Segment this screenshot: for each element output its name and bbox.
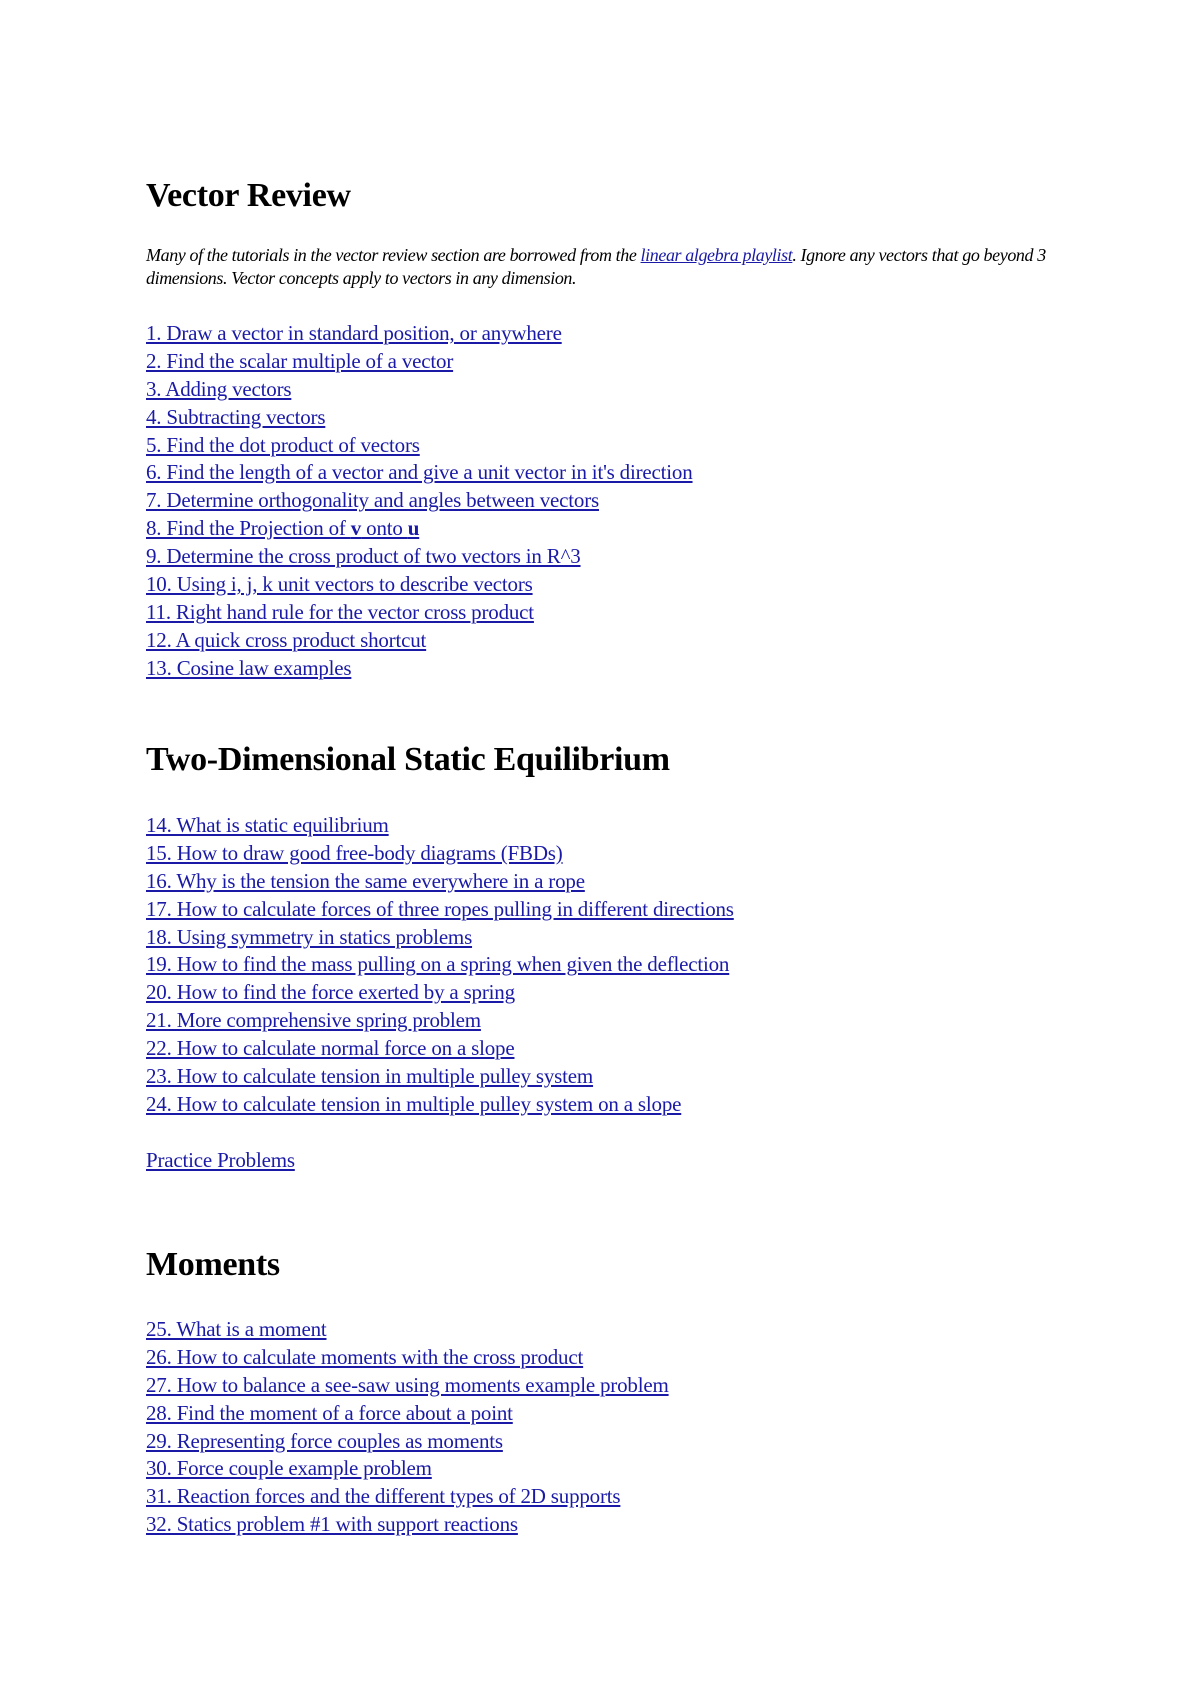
tutorial-link[interactable]: 7. Determine orthogonality and angles between vectors: [146, 488, 599, 513]
list-item: [146, 599, 693, 627]
list-item: [146, 376, 693, 404]
list-item: [146, 924, 734, 952]
list-item: [146, 1428, 669, 1456]
vector-review-tutorial-list: [146, 320, 693, 683]
vector-symbol: v: [350, 516, 362, 541]
tutorial-link[interactable]: 4. Subtracting vectors: [146, 404, 326, 429]
list-item: [146, 1091, 734, 1119]
list-item: [146, 627, 693, 655]
tutorial-link[interactable]: 1. Draw a vector in standard position, or anywhere: [146, 321, 562, 345]
list-item: [146, 812, 734, 840]
list-item: [146, 487, 693, 515]
tutorial-link[interactable]: 9. Determine the cross product of two vectors in R^3: [146, 544, 581, 569]
list-item: [146, 571, 693, 599]
list-item: [146, 1007, 734, 1035]
list-item: [146, 1511, 669, 1539]
section-title-static-equilibrium: Two-Dimensional Static Equilibrium: [146, 741, 670, 778]
list-item: [146, 1455, 669, 1483]
tutorial-link[interactable]: 19. How to find the mass pulling on a spring when given the deflection: [146, 952, 730, 977]
list-item: [146, 1035, 734, 1063]
tutorial-link[interactable]: 22. How to calculate normal force on a slope: [146, 1036, 515, 1061]
intro-text-after: . Ignore any vectors that go beyond 3 dimensions. Vector concepts apply to vectors in any dimension.: [146, 245, 1046, 288]
static-equilibrium-tutorial-list: [146, 812, 734, 1119]
list-item: [146, 951, 734, 979]
tutorial-link[interactable]: 23. How to calculate tension in multiple pulley system: [146, 1064, 594, 1089]
list-item: [146, 655, 693, 683]
tutorial-link[interactable]: 28. Find the moment of a force about a point: [146, 1400, 513, 1425]
tutorial-link[interactable]: 11. Right hand rule for the vector cross product: [146, 599, 534, 624]
link-text-part: onto: [361, 516, 408, 541]
tutorial-link[interactable]: 31. Reaction forces and the different types of 2D supports: [146, 1484, 621, 1509]
tutorial-link[interactable]: 10. Using i, j, k unit vectors to describe vectors: [146, 572, 533, 597]
intro-text-before: Many of the tutorials in the vector review section are borrowed from the: [146, 245, 641, 265]
tutorial-link[interactable]: 13. Cosine law examples: [146, 655, 352, 680]
tutorial-link[interactable]: 24. How to calculate tension in multiple pulley system on a slope: [146, 1091, 682, 1116]
tutorial-link[interactable]: 17. How to calculate forces of three ropes pulling in different directions: [146, 896, 734, 921]
list-item: [146, 840, 734, 868]
list-item: [146, 1063, 734, 1091]
link-text-part: 8. Find the Projection of: [146, 516, 351, 541]
practice-problems-container: [146, 1146, 295, 1174]
vector-symbol: u: [407, 516, 420, 541]
tutorial-link[interactable]: 5. Find the dot product of vectors: [146, 432, 420, 457]
tutorial-link[interactable]: 14. What is static equilibrium: [146, 813, 389, 837]
list-item: [146, 1316, 669, 1344]
practice-problems-link[interactable]: Practice Problems: [146, 1148, 295, 1172]
tutorial-link[interactable]: 6. Find the length of a vector and give a unit vector in it's direction: [146, 460, 693, 485]
list-item: [146, 404, 693, 432]
list-item: [146, 432, 693, 460]
tutorial-link[interactable]: 30. Force couple example problem: [146, 1456, 432, 1481]
section-title-moments: Moments: [146, 1246, 280, 1283]
section-title-vector-review: Vector Review: [146, 177, 351, 214]
list-item: [146, 979, 734, 1007]
tutorial-link[interactable]: 21. More comprehensive spring problem: [146, 1008, 481, 1033]
list-item: [146, 896, 734, 924]
moments-tutorial-list: [146, 1316, 669, 1539]
list-item: [146, 1372, 669, 1400]
tutorial-link[interactable]: 20. How to find the force exerted by a spring: [146, 980, 515, 1005]
tutorial-link[interactable]: 16. Why is the tension the same everywhere in a rope: [146, 868, 585, 893]
list-item: [146, 348, 693, 376]
tutorial-link[interactable]: 3. Adding vectors: [146, 376, 292, 401]
tutorial-link[interactable]: 25. What is a moment: [146, 1317, 327, 1341]
list-item: [146, 543, 693, 571]
tutorial-link[interactable]: 2. Find the scalar multiple of a vector: [146, 348, 454, 373]
tutorial-link[interactable]: 12. A quick cross product shortcut: [146, 627, 427, 652]
tutorial-link[interactable]: 32. Statics problem #1 with support reactions: [146, 1512, 518, 1537]
list-item: [146, 320, 693, 348]
list-item: [146, 868, 734, 896]
list-item: [146, 1400, 669, 1428]
linear-algebra-playlist-link[interactable]: linear algebra playlist: [640, 245, 793, 265]
list-item: [146, 459, 693, 487]
tutorial-link[interactable]: 26. How to calculate moments with the cross product: [146, 1344, 584, 1369]
tutorial-link[interactable]: [146, 516, 419, 540]
tutorial-link[interactable]: 15. How to draw good free-body diagrams (FBDs): [146, 840, 563, 865]
vector-review-intro: [146, 244, 1046, 290]
list-item: [146, 515, 693, 543]
tutorial-link[interactable]: 18. Using symmetry in statics problems: [146, 924, 473, 949]
tutorial-link[interactable]: 29. Representing force couples as moments: [146, 1428, 503, 1453]
tutorial-link[interactable]: 27. How to balance a see-saw using moments example problem: [146, 1372, 669, 1397]
list-item: [146, 1483, 669, 1511]
list-item: [146, 1344, 669, 1372]
